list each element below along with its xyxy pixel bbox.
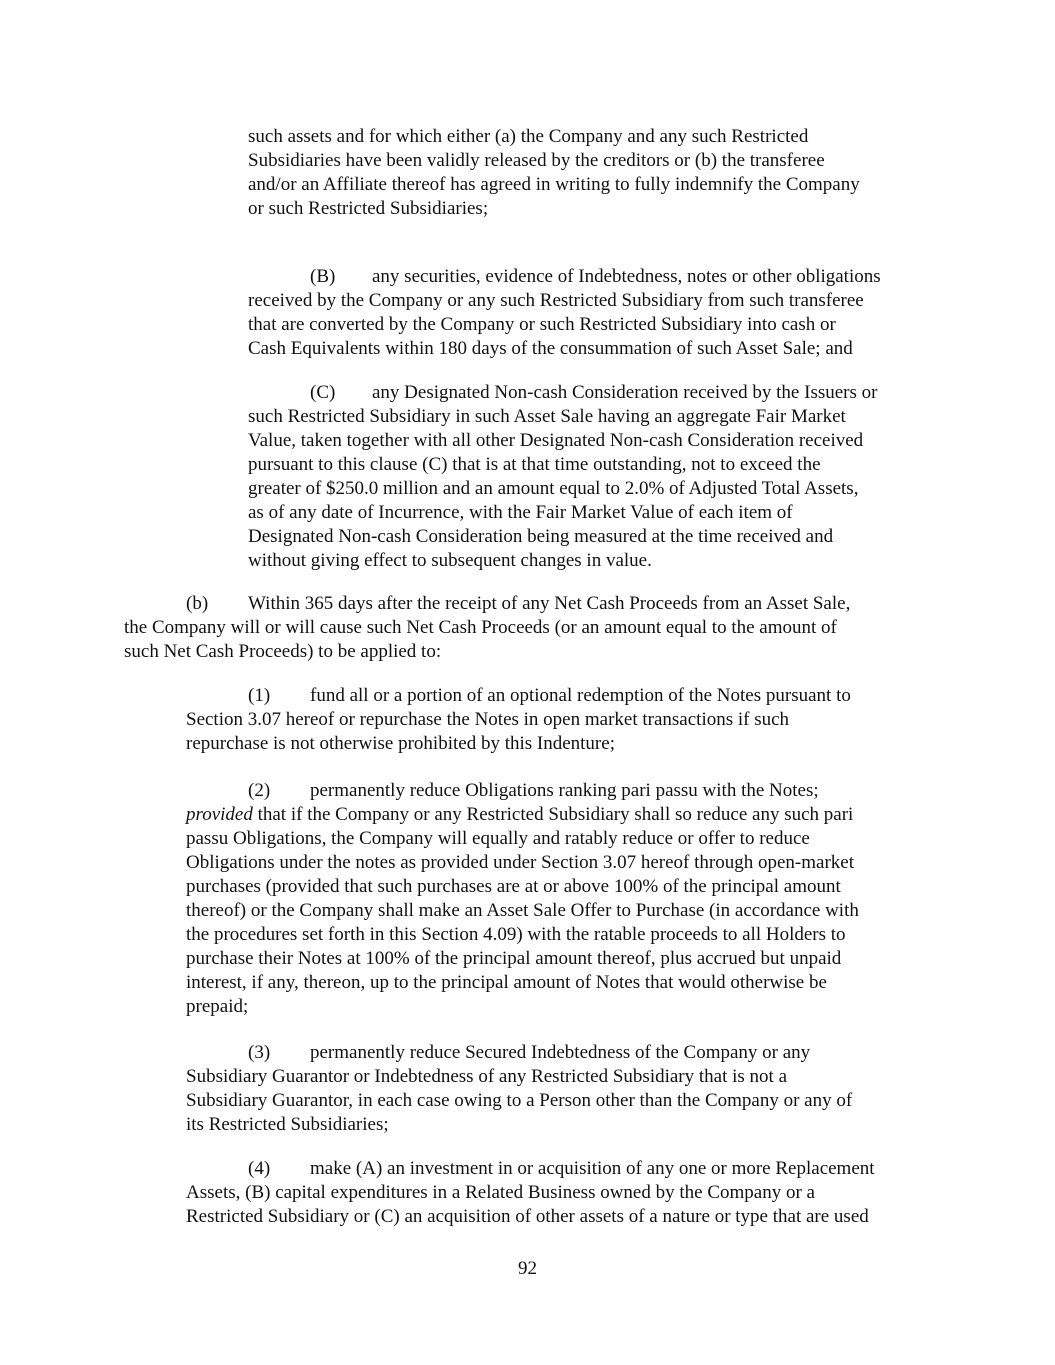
clause-first-line: any securities, evidence of Indebtedness, notes or other obligations bbox=[372, 266, 881, 287]
item-body: Subsidiary Guarantor or Indebtedness of any Restricted Subsidiary that is not a Subsidiary Guarantor, in each case owing to a Person other than the Company or any of its Restricted Subsidiaries; bbox=[186, 1066, 853, 1135]
item-first-line: permanently reduce Obligations ranking pari passu with the Notes; bbox=[310, 780, 819, 801]
clause-marker: (C) bbox=[310, 382, 336, 403]
section-first-line: Within 365 days after the receipt of any Net Cash Proceeds from an Asset Sale, bbox=[248, 593, 851, 614]
clause-marker: (B) bbox=[310, 266, 336, 287]
section-marker: (b) bbox=[186, 593, 209, 614]
item-body: passu Obligations, the Company will equally and ratably reduce or offer to reduce Obligations under the notes as provided under Section 3.07 hereof through open-market purchases (provided that such purchases are at or above 100% of the principal amount thereof) or the Company shall make an Asset Sale Offer to Purchase (in accordance with the procedures set forth in this Section 4.09) with the ratable proceeds to all Holders to purchase their Notes at 100% of the principal amount thereof, plus accrued but unpaid interest, if any, thereon, up to the principal amount of Notes that would otherwise be prepaid; bbox=[186, 828, 859, 1017]
item-3 bbox=[186, 1017, 946, 1137]
item-marker: (2) bbox=[248, 780, 271, 801]
item-first-line: permanently reduce Secured Indebtedness of the Company or any bbox=[310, 1042, 811, 1063]
item-body: Assets, (B) capital expenditures in a Related Business owned by the Company or a Restricted Subsidiary or (C) an acquisition of other assets of a nature or type that are used bbox=[186, 1182, 869, 1227]
continuation-paragraph: such assets and for which either (a) the Company and any such Restricted Subsidiaries have been validly released by the creditors or (b) the transferee and/or an Affiliate thereof has agreed in writing to fully indemnify the Company or such Restricted Subsidiaries; bbox=[248, 126, 860, 219]
clause-first-line: any Designated Non-cash Consideration received by the Issuers or bbox=[372, 382, 878, 403]
item-marker: (3) bbox=[248, 1042, 271, 1063]
section-b-lowercase bbox=[124, 568, 944, 664]
section-body: the Company will or will cause such Net Cash Proceeds (or an amount equal to the amount of such Net Cash Proceeds) to be applied to: bbox=[124, 617, 837, 662]
item-body: Section 3.07 hereof or repurchase the Notes in open market transactions if such repurchase is not otherwise prohibited by this Indenture; bbox=[186, 709, 790, 754]
clause-body: such Restricted Subsidiary in such Asset Sale having an aggregate Fair Market Value, taken together with all other Designated Non-cash Consideration received pursuant to this clause (C) that is at that time outstanding, not to exceed the greater of $250.0 million and an amount equal to 2.0% of Adjusted Total Assets, as of any date of Incurrence, with the Fair Market Value of each item of Designated Non-cash Consideration being measured at the time received and without giving effect to subsequent changes in value. bbox=[248, 406, 864, 571]
item-first-line: fund all or a portion of an optional redemption of the Notes pursuant to bbox=[310, 685, 851, 706]
item-first-line: make (A) an investment in or acquisition of any one or more Replacement bbox=[310, 1158, 875, 1179]
provided-term: provided bbox=[186, 804, 253, 825]
item-marker: (1) bbox=[248, 685, 271, 706]
item-4 bbox=[186, 1133, 946, 1229]
item-1 bbox=[186, 660, 946, 756]
clause-body: received by the Company or any such Restricted Subsidiary from such transferee that are converted by the Company or such Restricted Subsidiary into cash or Cash Equivalents within 180 days of the consummation of such Asset Sale; and bbox=[248, 290, 864, 359]
provided-clause: that if the Company or any Restricted Subsidiary shall so reduce any such pari bbox=[252, 804, 854, 825]
item-marker: (4) bbox=[248, 1158, 271, 1179]
item-2 bbox=[186, 755, 946, 1019]
clause-c-uppercase bbox=[248, 357, 948, 573]
clause-b-uppercase bbox=[248, 241, 948, 361]
page-number: 92 bbox=[518, 1258, 537, 1279]
